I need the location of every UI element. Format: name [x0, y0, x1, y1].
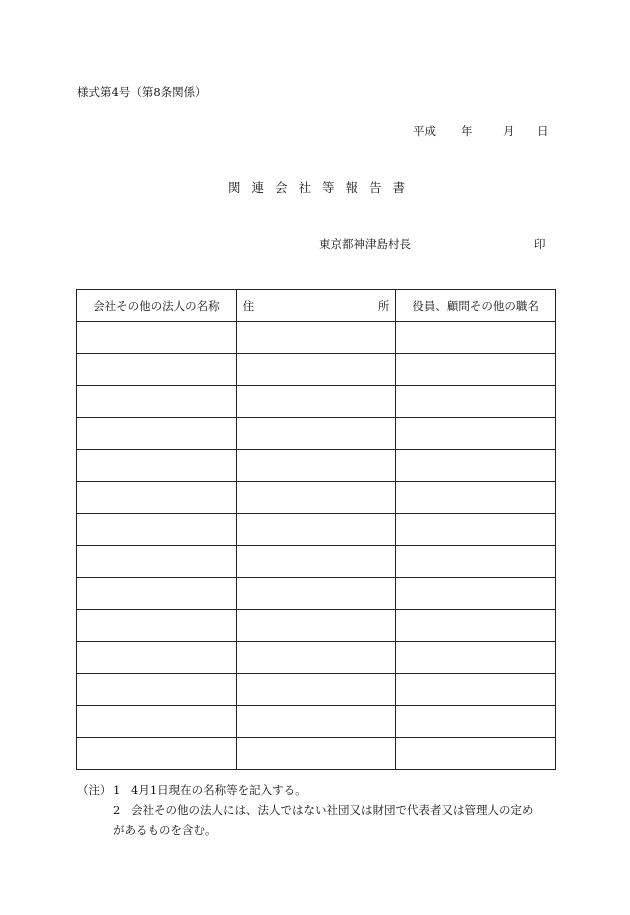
cell-position[interactable] [396, 706, 556, 738]
note-item-2-continuation [77, 820, 534, 840]
header-position: 役員、顧問その他の職名 [396, 290, 556, 322]
cell-company-name[interactable] [77, 578, 237, 610]
table-row [77, 578, 556, 610]
cell-company-name[interactable] [77, 386, 237, 418]
cell-company-name[interactable] [77, 482, 237, 514]
document-title: 関連会社等報告書 [228, 180, 417, 195]
table-row [77, 322, 556, 354]
table-row [77, 418, 556, 450]
table-row [77, 514, 556, 546]
table-row [77, 706, 556, 738]
form-number: 様式第4号（第8条関係） [77, 85, 207, 99]
cell-position[interactable] [396, 354, 556, 386]
cell-position[interactable] [396, 482, 556, 514]
cell-company-name[interactable] [77, 418, 237, 450]
cell-company-name[interactable] [77, 450, 237, 482]
cell-address[interactable] [236, 482, 396, 514]
cell-company-name[interactable] [77, 322, 237, 354]
cell-address[interactable] [236, 706, 396, 738]
cell-address[interactable] [236, 674, 396, 706]
cell-address[interactable] [236, 546, 396, 578]
cell-company-name[interactable] [77, 354, 237, 386]
header-address-left: 住 [242, 298, 255, 313]
note-text: 会社その他の法人には、法人ではない社団又は財団で代表者又は管理人の定め [131, 803, 534, 817]
cell-position[interactable] [396, 546, 556, 578]
table-row [77, 738, 556, 770]
note-item-1 [77, 780, 534, 800]
cell-position[interactable] [396, 642, 556, 674]
cell-company-name[interactable] [77, 514, 237, 546]
table-row [77, 674, 556, 706]
date-year: 年 [461, 124, 473, 138]
cell-position[interactable] [396, 578, 556, 610]
cell-address[interactable] [236, 418, 396, 450]
header-address-right: 所 [377, 298, 390, 313]
issuer: 東京都神津島村長 [319, 237, 411, 251]
cell-address[interactable] [236, 738, 396, 770]
notes-label: （注） [77, 783, 112, 797]
cell-company-name[interactable] [77, 610, 237, 642]
note-number: 1 [113, 783, 121, 797]
cell-company-name[interactable] [77, 546, 237, 578]
cell-position[interactable] [396, 418, 556, 450]
table-row [77, 642, 556, 674]
cell-address[interactable] [236, 610, 396, 642]
cell-position[interactable] [396, 674, 556, 706]
cell-position[interactable] [396, 738, 556, 770]
cell-address[interactable] [236, 450, 396, 482]
cell-company-name[interactable] [77, 738, 237, 770]
cell-position[interactable] [396, 610, 556, 642]
table-body [77, 322, 556, 770]
cell-address[interactable] [236, 386, 396, 418]
cell-address[interactable] [236, 354, 396, 386]
header-company-name: 会社その他の法人の名称 [77, 290, 237, 322]
date-month: 月 [503, 124, 515, 138]
header-address [236, 290, 396, 322]
note-text: 4月1日現在の名称等を記入する。 [131, 783, 307, 797]
note-text-continuation: があるものを含む。 [113, 823, 217, 837]
cell-company-name[interactable] [77, 674, 237, 706]
cell-position[interactable] [396, 450, 556, 482]
table-header-row [77, 290, 556, 322]
date-day: 日 [537, 124, 549, 138]
cell-address[interactable] [236, 322, 396, 354]
note-item-2 [77, 800, 534, 820]
table-row [77, 482, 556, 514]
table-row [77, 450, 556, 482]
table-row [77, 386, 556, 418]
cell-address[interactable] [236, 514, 396, 546]
cell-address[interactable] [236, 578, 396, 610]
seal-mark: 印 [534, 237, 546, 251]
cell-company-name[interactable] [77, 706, 237, 738]
date-line [413, 123, 549, 139]
note-number: 2 [113, 803, 121, 817]
cell-position[interactable] [396, 514, 556, 546]
table-row [77, 610, 556, 642]
table-row [77, 354, 556, 386]
cell-address[interactable] [236, 642, 396, 674]
cell-position[interactable] [396, 386, 556, 418]
cell-company-name[interactable] [77, 642, 237, 674]
notes [77, 780, 534, 840]
cell-position[interactable] [396, 322, 556, 354]
table-row [77, 546, 556, 578]
report-table [76, 289, 556, 770]
date-era: 平成 [413, 124, 436, 138]
